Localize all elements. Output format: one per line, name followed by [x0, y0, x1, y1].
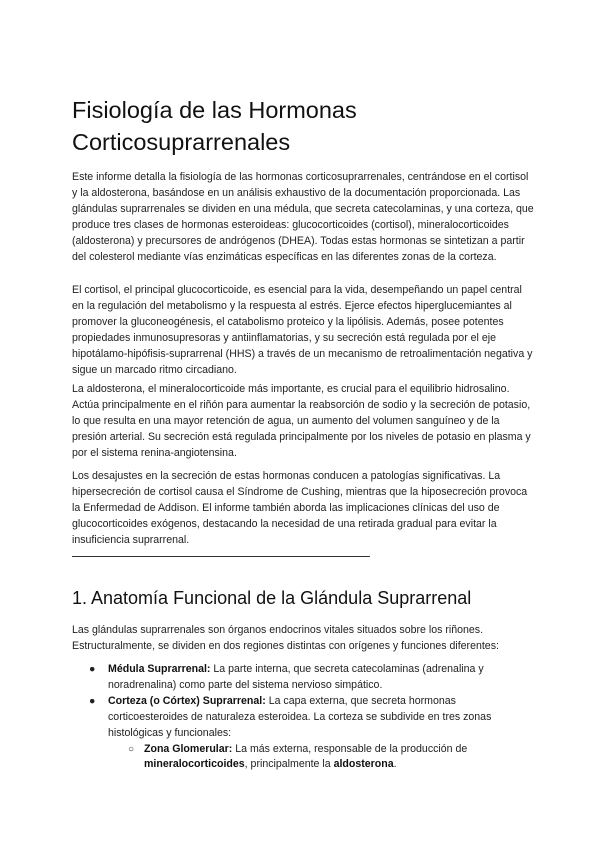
page-title: Fisiología de las Hormonas Corticosuprarrenales — [72, 97, 357, 155]
sub-list-item — [72, 742, 534, 774]
hollow-bullet-icon: ○ — [128, 743, 135, 755]
paragraph-intro: Este informe detalla la fisiología de las hormonas corticosuprarrenales, centrándose en el cortisol y la aldosterona, basándose en un análisis exhaustivo de la documentación proporcionada. Las glándulas suprarrenales se dividen en una médula, que secreta catecolaminas, y una corteza, que produce tres clases de hormonas esteroideas: glucocorticoides (cortisol), mineralocorticoides (aldosterona) y precursores de andrógenos (DHEA). Todas estas hormonas se sintetizan a partir del colesterol mediante vías enzimáticas específicas en las diferentes zonas de la corteza. — [72, 171, 534, 263]
sub-item-bold: mineralocorticoides — [144, 758, 245, 771]
horizontal-divider — [72, 556, 370, 557]
sub-item-term: Zona Glomerular: — [144, 742, 233, 755]
sub-item-text: La más externa, responsable de la producción de — [232, 742, 468, 755]
sub-item-text: . — [393, 758, 397, 771]
section-heading: 1. Anatomía Funcional de la Glándula Suprarrenal — [72, 588, 472, 608]
paragraph-disorders: Los desajustes en la secreción de estas hormonas conducen a patologías significativas. La hipersecreción de cortisol causa el Síndrome de Cushing, mientras que la hiposecreción provoca la Enfermedad de Addison. El informe también aborda las implicaciones clínicas del uso de glucocorticoides exógenos, destacando la necesidad de una retirada gradual para evitar la insuficiencia suprarrenal. — [72, 470, 528, 546]
list-item — [72, 694, 534, 742]
list-item — [72, 662, 534, 694]
sub-item-bold: aldosterona — [333, 758, 394, 771]
bullet-icon: ● — [89, 694, 96, 707]
adrenal-regions-list — [72, 662, 534, 773]
list-item-text: La capa externa, que secreta hormonas corticoesteroides de naturaleza esteroidea. La corteza se subdivide en tres zonas histológicas y funcionales: — [108, 694, 492, 739]
section-intro: Las glándulas suprarrenales son órganos endocrinos vitales situados sobre los riñones. Estructuralmente, se dividen en dos regiones distintas con orígenes y funciones diferentes: — [72, 624, 499, 652]
bullet-icon: ● — [89, 663, 96, 675]
paragraph-cortisol: El cortisol, el principal glucocorticoide, es esencial para la vida, desempeñando un papel central en la regulación del metabolismo y la respuesta al estrés. Ejerce efectos hiperglucemiantes al promover la gluconeogénesis, el catabolismo proteico y la lipólisis. Además, posee potentes propiedades inmunosupresoras y antiinflamatorias, y su secreción está regulada por el eje hipotálamo-hipófisis-suprarrenal (HHS) a través de un mecanismo de retroalimentación negativa y sigue un marcado ritmo circadiano. — [72, 284, 533, 376]
sub-item-text: , principalmente la — [244, 758, 334, 771]
list-item-text: La parte interna, que secreta catecolaminas (adrenalina y noradrenalina) como parte del sistema nervioso simpático. — [108, 663, 484, 691]
list-item-term: Médula Suprarrenal: — [108, 663, 211, 675]
paragraph-aldosterone: La aldosterona, el mineralocorticoide más importante, es crucial para el equilibrio hidrosalino. Actúa principalmente en el riñón para aumentar la reabsorción de sodio y la secreción de potasio, lo que resulta en una mayor retención de agua, un aumento del volumen sanguíneo y de la presión arterial. Su secreción está regulada principalmente por los niveles de potasio en plasma y por el sistema renina-angiotensina. — [72, 383, 531, 459]
list-item-term: Corteza (o Córtex) Suprarrenal: — [108, 694, 266, 707]
